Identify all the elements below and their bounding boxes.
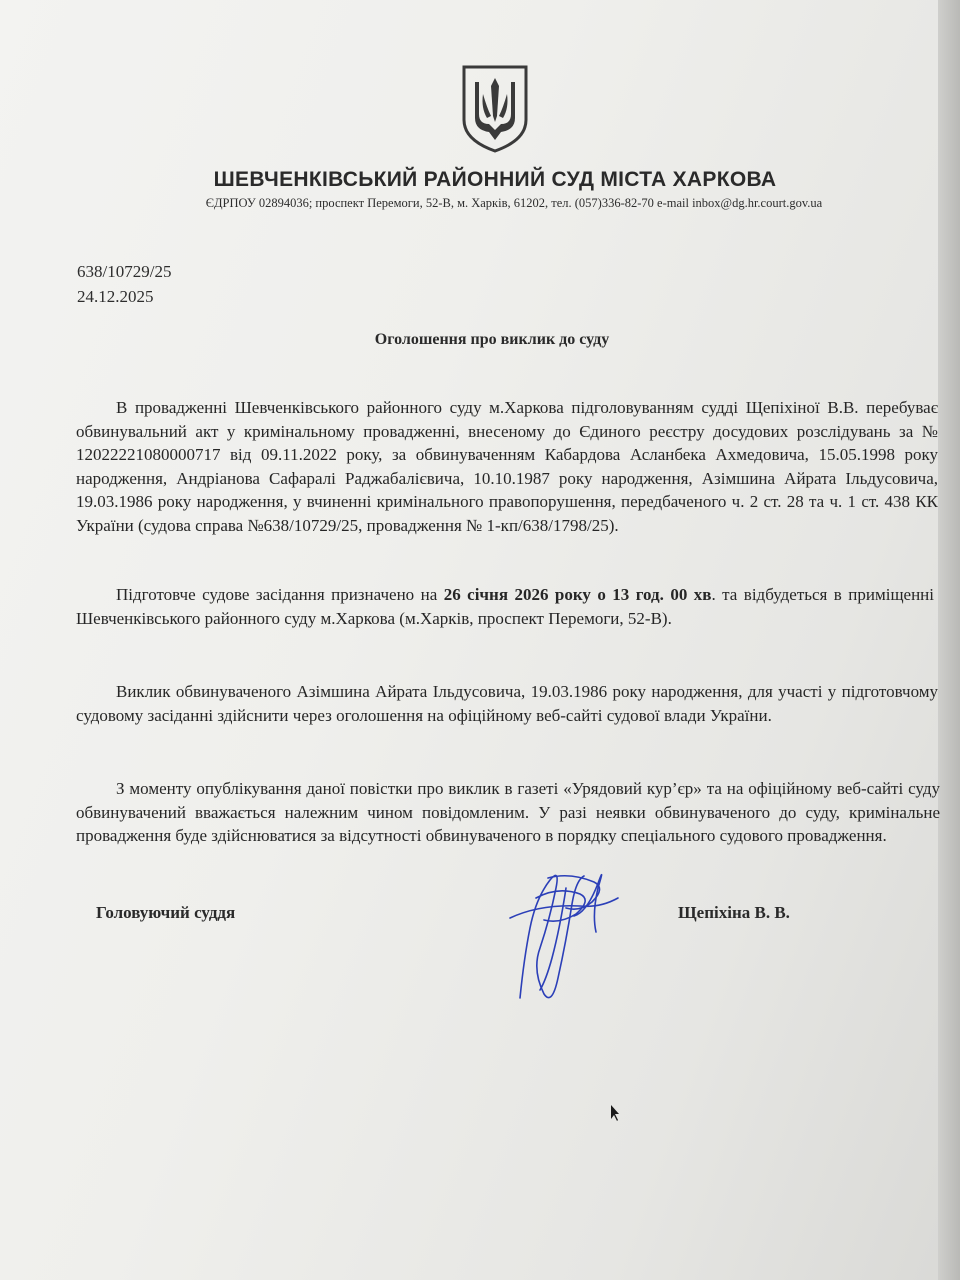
paragraph-summons [76, 680, 938, 727]
paragraph-text: Виклик обвинуваченого Азімшина Айрата Ільдусовича, 19.03.1986 року народження, для участі у підготовчому судовому засіданні здійснити через оголошення на офіційному веб-сайті судової влади України. [76, 682, 938, 725]
trident-coat-of-arms-icon [461, 64, 529, 154]
hearing-datetime: 26 січня 2026 року о 13 год. 00 хв [443, 585, 712, 604]
paragraph-text: . та відбудеться в приміщенні Шевченківського районного суду м.Харкова (м.Харків, проспект Перемоги, 52-В). [76, 585, 935, 628]
paragraph-text: Підготовче судове засідання призначено на [116, 585, 438, 604]
document-date: 24.12.2025 [77, 287, 154, 306]
paragraph-case-description [76, 396, 938, 537]
paragraph-text: В провадженні Шевченківського районного суду м.Харкова підголовуванням судді Щепіхіної В.В. перебуває обвинувальний акт у кримінальному провадженні, внесеному до Єдиного реєстру досудових розслідувань за № 12022221080000717 від 09.11.2022 року, за обвинуваченням Кабардова Асланбека Ахмедовича, 15.05.1998 року народження, Андріанова Сафаралі Раджабалієвича, 10.10.1987 року народження, Азімшина Айрата Ільдусовича, 19.03.1986 року народження, у вчиненні кримінального правопорушення, передбаченого ч. 2 ст. 28 та ч. 1 ст. 438 КК України (судова справа №638/10729/25, провадження № 1-кп/638/1798/25). [76, 398, 938, 535]
court-contacts-line: ЄДРПОУ 02894036; проспект Перемоги, 52-В, м. Харків, 61202, тел. (057)336-82-70 e-mail inbox@dg.hr.court.gov.ua [205, 196, 823, 210]
judge-name: Щепіхіна В. В. [678, 903, 790, 922]
paragraph-hearing-date [76, 583, 934, 630]
presiding-judge-label: Головуючий суддя [96, 903, 236, 922]
cursor-arrow-icon [609, 1104, 619, 1122]
court-name-title: ШЕВЧЕНКІВСЬКИЙ РАЙОННИЙ СУД МІСТА ХАРКОВА [213, 168, 777, 191]
handwritten-signature-icon [500, 858, 630, 1008]
case-number: 638/10729/25 [77, 262, 172, 281]
paragraph-text: З моменту опублікування даної повістки про виклик в газеті «Урядовий кур’єр» та на офіційному веб-сайті суду обвинувачений вважається належним чином повідомленим. У разі неявки обвинуваченого до суду, кримінальне провадження буде здійснюватися за відсутності обвинуваченого в порядку спеціального судового провадження. [76, 779, 940, 845]
paragraph-publication-notice [76, 777, 940, 848]
notice-heading: Оголошення про виклик до суду [374, 331, 610, 348]
